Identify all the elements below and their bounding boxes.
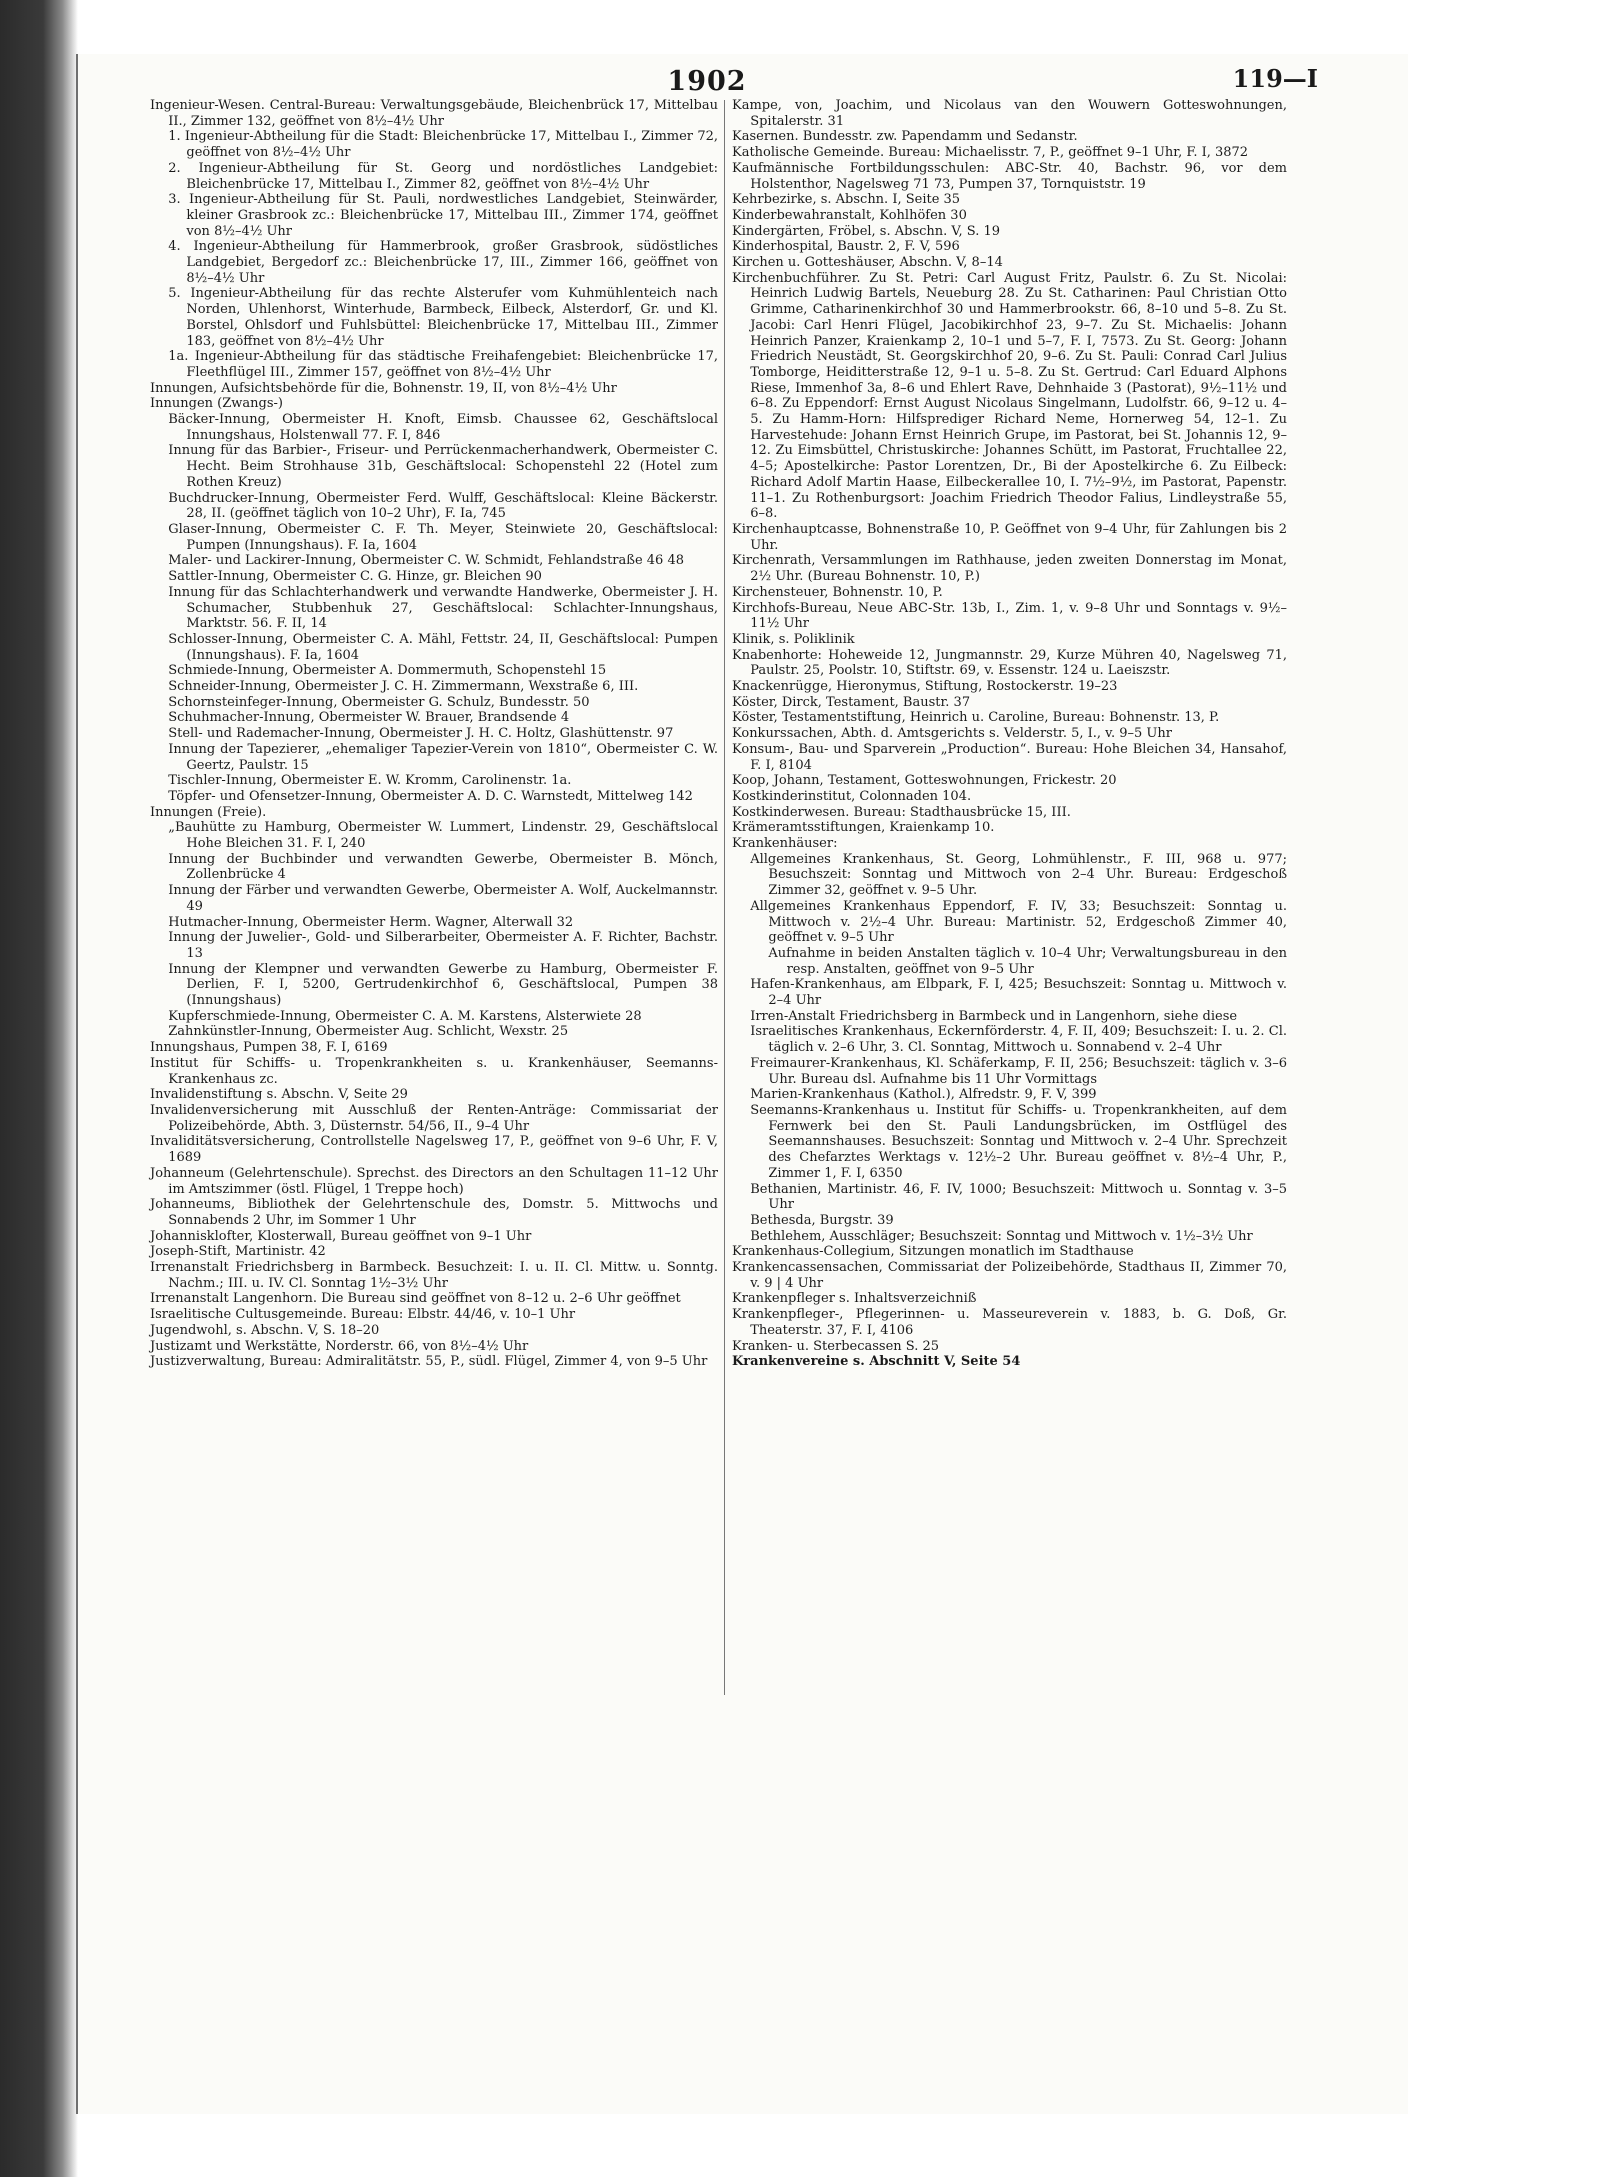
directory-entry: Schneider-Innung, Obermeister J. C. H. Zimmermann, Wexstraße 6, III. [168, 679, 639, 695]
directory-entry: Bäcker-Innung, Obermeister H. Knoft, Eimsb. Chaussee 62, Geschäftslocal Innungshaus, Holstenwall 77. F. I, 846 [168, 412, 718, 443]
directory-entry: Israelitische Cultusgemeinde. Bureau: Elbstr. 44/46, v. 10–1 Uhr [150, 1307, 576, 1323]
directory-entry: Israelitisches Krankenhaus, Eckernförderstr. 4, F. II, 409; Besuchszeit: I. u. 2. Cl. täglich v. 2–6 Uhr, 3. Cl. Sonntag, Mittwoch u. Sonnabend v. 2–4 Uhr [750, 1024, 1287, 1056]
directory-entry: Bethesda, Burgstr. 39 [750, 1212, 894, 1228]
directory-entry: Schlosser-Innung, Obermeister C. A. Mähl, Fettstr. 24, II, Geschäftslocal: Pumpen (Innungshaus). F. Ia, 1604 [168, 631, 718, 663]
directory-entry: Sattler-Innung, Obermeister C. G. Hinze, gr. Bleichen 90 [168, 569, 542, 585]
directory-entry: Kranken- u. Sterbecassen S. 25 [732, 1338, 940, 1354]
directory-entry: 1a. Ingenieur-Abtheilung für das städtische Freihafengebiet: Bleichenbrücke 17, Fleethflügel III., Zimmer 157, geöffnet von 8½–4½ Uhr [168, 349, 718, 380]
directory-entry: Köster, Testamentstiftung, Heinrich u. Caroline, Bureau: Bohnenstr. 13, P. [732, 710, 1220, 726]
directory-entry: Schuhmacher-Innung, Obermeister W. Brauer, Brandsende 4 [168, 710, 570, 726]
directory-entry: Kirchhofs-Bureau, Neue ABC-Str. 13b, I., Zim. 1, v. 9–8 Uhr und Sonntags v. 9½–11½ Uhr [732, 600, 1287, 632]
directory-entry: Johannisklofter, Klosterwall, Bureau geöffnet von 9–1 Uhr [150, 1228, 532, 1244]
directory-entry: Krämeramtsstiftungen, Kraienkamp 10. [732, 820, 995, 836]
directory-entry: Bethanien, Martinistr. 46, F. IV, 1000; Besuchszeit: Mittwoch u. Sonntag v. 3–5 Uhr [750, 1181, 1287, 1213]
directory-entry: 2. Ingenieur-Abtheilung für St. Georg und nordöstliches Landgebiet: Bleichenbrücke 17, Mittelbau I., Zimmer 82, geöffnet von 8½–4½ Uhr [168, 160, 718, 192]
book-binding-edge [0, 0, 78, 2177]
directory-entry: 1. Ingenieur-Abtheilung für die Stadt: Bleichenbrücke 17, Mittelbau I., Zimmer 72, geöffnet von 8½–4½ Uhr [168, 129, 718, 161]
directory-entry: Krankenhäuser: [732, 836, 838, 852]
directory-entry: „Bauhütte zu Hamburg, Obermeister W. Lummert, Lindenstr. 29, Geschäftslocal Hohe Bleichen 31. F. I, 240 [168, 820, 718, 852]
directory-entry: Kaufmännische Fortbildungsschulen: ABC-Str. 40, Bachstr. 96, vor dem Holstenthor, Nagelsweg 71 73, Pumpen 37, Tornquiststr. 19 [732, 160, 1287, 192]
directory-entry: Kirchen u. Gotteshäuser, Abschn. V, 8–14 [732, 255, 1003, 271]
directory-entry: Innung für das Schlachterhandwerk und verwandte Handwerke, Obermeister J. H. Schumacher, Stubbenhuk 27, Geschäftslocal: Schlachter-Innungshaus, Marktstr. 56. F. II, 14 [168, 584, 718, 632]
directory-entry: Allgemeines Krankenhaus Eppendorf, F. IV, 33; Besuchszeit: Sonntag u. Mittwoch v. 2½–4 Uhr. Bureau: Martinistr. 52, Erdgeschoß Zimmer 40, geöffnet v. 9–5 Uhr [750, 898, 1287, 946]
directory-entry: Invaliditätsversicherung, Controllstelle Nagelsweg 17, P., geöffnet von 9–6 Uhr, F. V, 1689 [150, 1134, 718, 1166]
directory-entry: Ingenieur-Wesen. Central-Bureau: Verwaltungsgebäude, Bleichenbrück 17, Mittelbau II., Zimmer 132, geöffnet von 8½–4½ Uhr [150, 98, 718, 129]
directory-entry: Klinik, s. Poliklinik [732, 631, 855, 647]
directory-entry: Glaser-Innung, Obermeister C. F. Th. Meyer, Steinwiete 20, Geschäftslocal: Pumpen (Innungshaus). F. Ia, 1604 [168, 521, 718, 553]
directory-entry: Innungshaus, Pumpen 38, F. I, 6169 [150, 1040, 388, 1056]
directory-entry: Innungen (Freie). [150, 804, 267, 820]
directory-entry: Kindergärten, Fröbel, s. Abschn. V, S. 19 [732, 223, 1001, 239]
directory-entry: Innung der Juwelier-, Gold- und Silberarbeiter, Obermeister A. F. Richter, Bachstr. 13 [168, 930, 718, 961]
directory-entry: Seemanns-Krankenhaus u. Institut für Schiffs- u. Tropenkrankheiten, auf dem Fernwerk bei den St. Pauli Landungsbrücken, im Ostflügel des Seemannshauses. Besuchszeit: Sonntag und Mittwoch v. 2–4 Uhr. Sprechzeit des Chefarztes Werktags v. 12½–2 Uhr. Bureau geöffnet v. 8½–4 Uhr, P., Zimmer 1, F. I, 6350 [750, 1103, 1287, 1181]
directory-entry: Innung der Klempner und verwandten Gewerbe zu Hamburg, Obermeister F. Derlien, F. I, 5200, Gertrudenkirchhof 6, Geschäftslocal, Pumpen 38 (Innungshaus) [168, 961, 718, 1009]
left-column [150, 98, 718, 1370]
directory-entry: 5. Ingenieur-Abtheilung für das rechte Alsterufer vom Kuhmühlenteich nach Norden, Uhlenhorst, Winterhude, Barmbeck, Eilbeck, Alsterdorf, Gr. und Kl. Borstel, Ohlsdorf und Fuhlsbüttel: Bleichenbrücke 17, Mittelbau III., Zimmer 183, geöffnet von 8½–4½ Uhr [168, 286, 718, 349]
directory-entry: Irren-Anstalt Friedrichsberg in Barmbeck und in Langenhorn, siehe diese [750, 1008, 1238, 1024]
directory-entry: 3. Ingenieur-Abtheilung für St. Pauli, nordwestliches Landgebiet, Steinwärder, kleiner Grasbrook zc.: Bleichenbrücke 17, Mittelbau III., Zimmer 174, geöffnet von 8½–4½ Uhr [168, 192, 718, 239]
directory-entry: Institut für Schiffs- u. Tropenkrankheiten s. u. Krankenhäuser, Seemanns-Krankenhaus zc. [150, 1055, 718, 1087]
directory-entry: Kupferschmiede-Innung, Obermeister C. A. M. Karstens, Alsterwiete 28 [168, 1008, 642, 1024]
directory-entry: Irrenanstalt Langenhorn. Die Bureau sind geöffnet von 8–12 u. 2–6 Uhr geöffnet [150, 1291, 681, 1307]
directory-entry: Kinderbewahranstalt, Kohlhöfen 30 [732, 207, 967, 223]
directory-entry: Knackenrügge, Hieronymus, Stiftung, Rostockerstr. 19–23 [732, 679, 1118, 695]
directory-entry: Irrenanstalt Friedrichsberg in Barmbeck. Besuchzeit: I. u. II. Cl. Mittw. u. Sonntg. Nachm.; III. u. IV. Cl. Sonntag 1½–3½ Uhr [150, 1260, 718, 1291]
directory-entry: Allgemeines Krankenhaus, St. Georg, Lohmühlenstr., F. III, 968 u. 977; Besuchszeit: Sonntag und Mittwoch von 2–4 Uhr. Bureau: Erdgeschoß Zimmer 32, geöffnet v. 9–5 Uhr. [750, 851, 1287, 899]
right-column [732, 98, 1287, 1370]
directory-entry: Katholische Gemeinde. Bureau: Michaelisstr. 7, P., geöffnet 9–1 Uhr, F. I, 3872 [732, 145, 1249, 161]
directory-entry: Innung der Tapezierer, „ehemaliger Tapezier-Verein von 1810“, Obermeister C. W. Geertz, Paulstr. 15 [168, 741, 718, 773]
directory-entry: Krankenpfleger-, Pflegerinnen- u. Masseureverein v. 1883, b. G. Doß, Gr. Theaterstr. 37, F. I, 4106 [732, 1307, 1287, 1338]
directory-entry: Krankencassensachen, Commissariat der Polizeibehörde, Stadthaus II, Zimmer 70, v. 9 | 4 Uhr [732, 1260, 1287, 1291]
directory-entry: Krankenhaus-Collegium, Sitzungen monatlich im Stadthause [732, 1244, 1134, 1260]
directory-entry: Justizamt und Werkstätte, Norderstr. 66, von 8½–4½ Uhr [150, 1338, 529, 1354]
directory-entry: Stell- und Rademacher-Innung, Obermeister J. H. C. Holtz, Glashüttenstr. 97 [168, 726, 674, 742]
directory-entry: Bethlehem, Ausschläger; Besuchszeit: Sonntag und Mittwoch v. 1½–3½ Uhr [750, 1228, 1253, 1244]
page-reference: 119—I [1232, 64, 1318, 93]
directory-entry: Buchdrucker-Innung, Obermeister Ferd. Wulff, Geschäftslocal: Kleine Bäckerstr. 28, II. (geöffnet täglich von 10–2 Uhr), F. Ia, 745 [168, 490, 718, 522]
directory-entry: Justizverwaltung, Bureau: Admiralitätstr. 55, P., südl. Flügel, Zimmer 4, von 9–5 Uhr [150, 1354, 708, 1370]
directory-entry: Knabenhorte: Hoheweide 12, Jungmannstr. 29, Kurze Mühren 40, Nagelsweg 71, Paulstr. 25, Poolstr. 10, Stiftstr. 69, v. Essenstr. 124 u. Laeiszstr. [732, 647, 1287, 679]
directory-entry: Aufnahme in beiden Anstalten täglich v. 10–4 Uhr; Verwaltungsbureau in den resp. Anstalten, geöffnet von 9–5 Uhr [768, 945, 1287, 977]
directory-entry: Schornsteinfeger-Innung, Obermeister G. Schulz, Bundesstr. 50 [168, 694, 590, 710]
directory-entry: Innung für das Barbier-, Friseur- und Perrückenmacherhandwerk, Obermeister C. Hecht. Beim Strohhause 31b, Geschäftslocal: Schopenstehl 22 (Hotel zum Rothen Kreuz) [168, 443, 718, 490]
directory-entry: Invalidenversicherung mit Ausschluß der Renten-Anträge: Commissariat der Polizeibehörde, Abth. 3, Düsternstr. 54/56, II., 9–4 Uhr [150, 1103, 718, 1134]
directory-entry: Köster, Dirck, Testament, Baustr. 37 [732, 694, 971, 710]
column-divider [724, 100, 725, 1695]
directory-entry: Tischler-Innung, Obermeister E. W. Kromm, Carolinenstr. 1a. [168, 773, 572, 789]
directory-entry: Kostkinderwesen. Bureau: Stadthausbrücke 15, III. [732, 804, 1071, 820]
directory-entry: Jugendwohl, s. Abschn. V, S. 18–20 [150, 1322, 380, 1338]
directory-entry: Johanneum (Gelehrtenschule). Sprechst. des Directors an den Schultagen 11–12 Uhr im Amtszimmer (östl. Flügel, 1 Treppe hoch) [150, 1165, 718, 1197]
directory-entry: Schmiede-Innung, Obermeister A. Dommermuth, Schopenstehl 15 [168, 663, 607, 679]
directory-entry: 4. Ingenieur-Abtheilung für Hammerbrook, großer Grasbrook, südöstliches Landgebiet, Bergedorf zc.: Bleichenbrücke 17, III., Zimmer 166, geöffnet von 8½–4½ Uhr [168, 239, 718, 286]
page-year: 1902 [667, 66, 747, 97]
directory-entry: Krankenpfleger s. Inhaltsverzeichniß [732, 1291, 977, 1307]
directory-entry: Invalidenstiftung s. Abschn. V, Seite 29 [150, 1087, 408, 1103]
directory-entry: Innung der Färber und verwandten Gewerbe, Obermeister A. Wolf, Auckelmannstr. 49 [168, 883, 718, 914]
directory-entry: Krankenvereine s. Abschnitt V, Seite 54 [732, 1354, 1021, 1370]
directory-entry: Kirchensteuer, Bohnenstr. 10, P. [732, 584, 943, 600]
directory-entry: Freimaurer-Krankenhaus, Kl. Schäferkamp, F. II, 256; Besuchszeit: täglich v. 3–6 Uhr. Bureau dsl. Aufnahme bis 11 Uhr Vormittags [750, 1055, 1287, 1087]
directory-entry: Kostkinderinstitut, Colonnaden 104. [732, 788, 972, 804]
directory-entry: Marien-Krankenhaus (Kathol.), Alfredstr. 9, F. V, 399 [750, 1087, 1097, 1103]
directory-entry: Konsum-, Bau- und Sparverein „Production“. Bureau: Hohe Bleichen 34, Hansahof, F. I, 8104 [732, 741, 1287, 773]
directory-entry: Kampe, von, Joachim, und Nicolaus van den Wouwern Gotteswohnungen, Spitalerstr. 31 [732, 98, 1287, 129]
directory-entry: Innungen, Aufsichtsbehörde für die, Bohnenstr. 19, II, von 8½–4½ Uhr [150, 380, 617, 396]
directory-entry: Innung der Buchbinder und verwandten Gewerbe, Obermeister B. Mönch, Zollenbrücke 4 [168, 851, 718, 883]
directory-entry: Zahnkünstler-Innung, Obermeister Aug. Schlicht, Wexstr. 25 [168, 1024, 569, 1040]
directory-entry: Kirchenbuchführer. Zu St. Petri: Carl August Fritz, Paulstr. 6. Zu St. Nicolai: Heinrich Ludwig Bartels, Neueburg 28. Zu St. Catharinen: Paul Christian Otto Grimme, Catharinenkirchhof 30 und Hammerbrookstr. 66, 8–10 und 5–8. Zu St. Jacobi: Carl Henri Flügel, Jacobikirchhof 23, 9–7. Zu St. Michaelis: Johann Heinrich Panzer, Kraienkamp 2, 10–1 und 5–7, F. I, 7573. Zu St. Georg: Johann Friedrich Neustädt, St. Georgskirchhof 20, 9–6. Zu St. Pauli: Conrad Carl Julius Tomborge, Heiditterstraße 12, 9–1 u. 5–8. Zu St. Gertrud: Carl Eduard Alphons Riese, Immenhof 3a, 8–6 und Ehlert Rave, Dehnhaide 3 (Pastorat), 9½–11½ und 6–8. Zu Eppendorf: Ernst August Nicolaus Singelmann, Ludolfstr. 66, 9–12 u. 4–5. Zu Hamm-Horn: Hilfsprediger Richard Neme, Hornerweg 54, 12–1. Zu Harvestehude: Johann Ernst Heinrich Grupe, im Pastorat, bei St. Johannis 12, 9–12. Zu Eimsbüttel, Christuskirche: Johannes Schütt, im Pastorat, Fruchtallee 22, 4–5; Apostelkirche: Pastor Lorentzen, Dr., Bi der Apostelkirche 6. Zu Eilbeck: Richard Adolf Martin Haase, Eilbeckerallee 10, I. 7½–9½, im Pastorat, Papenstr. 11–1. Zu Rothenburgsort: Joachim Friedrich Theodor Falius, Lindleystraße 55, 6–8. [732, 270, 1287, 522]
directory-entry: Johanneums, Bibliothek der Gelehrtenschule des, Domstr. 5. Mittwochs und Sonnabends 2 Uhr, im Sommer 1 Uhr [150, 1197, 718, 1228]
directory-entry: Koop, Johann, Testament, Gotteswohnungen, Frickestr. 20 [732, 773, 1117, 789]
directory-entry: Kinderhospital, Baustr. 2, F. V, 596 [732, 239, 960, 255]
directory-entry: Maler- und Lackirer-Innung, Obermeister C. W. Schmidt, Fehlandstraße 46 48 [168, 553, 685, 569]
directory-entry: Joseph-Stift, Martinistr. 42 [150, 1244, 326, 1260]
directory-entry: Innungen (Zwangs-) [150, 396, 283, 412]
directory-entry: Kirchenrath, Versammlungen im Rathhause, jeden zweiten Donnerstag im Monat, 2½ Uhr. (Bureau Bohnenstr. 10, P.) [732, 553, 1287, 585]
directory-entry: Töpfer- und Ofensetzer-Innung, Obermeister A. D. C. Warnstedt, Mittelweg 142 [168, 788, 693, 804]
directory-entry: Kasernen. Bundesstr. zw. Papendamm und Sedanstr. [732, 129, 1078, 145]
directory-entry: Kirchenhauptcasse, Bohnenstraße 10, P. Geöffnet von 9–4 Uhr, für Zahlungen bis 2 Uhr. [732, 521, 1287, 553]
directory-entry: Kehrbezirke, s. Abschn. I, Seite 35 [732, 192, 961, 208]
directory-entry: Konkurssachen, Abth. d. Amtsgerichts s. Velderstr. 5, I., v. 9–5 Uhr [732, 726, 1172, 742]
directory-entry: Hutmacher-Innung, Obermeister Herm. Wagner, Alterwall 32 [168, 914, 574, 930]
directory-entry: Hafen-Krankenhaus, am Elbpark, F. I, 425; Besuchszeit: Sonntag u. Mittwoch v. 2–4 Uhr [750, 977, 1287, 1009]
